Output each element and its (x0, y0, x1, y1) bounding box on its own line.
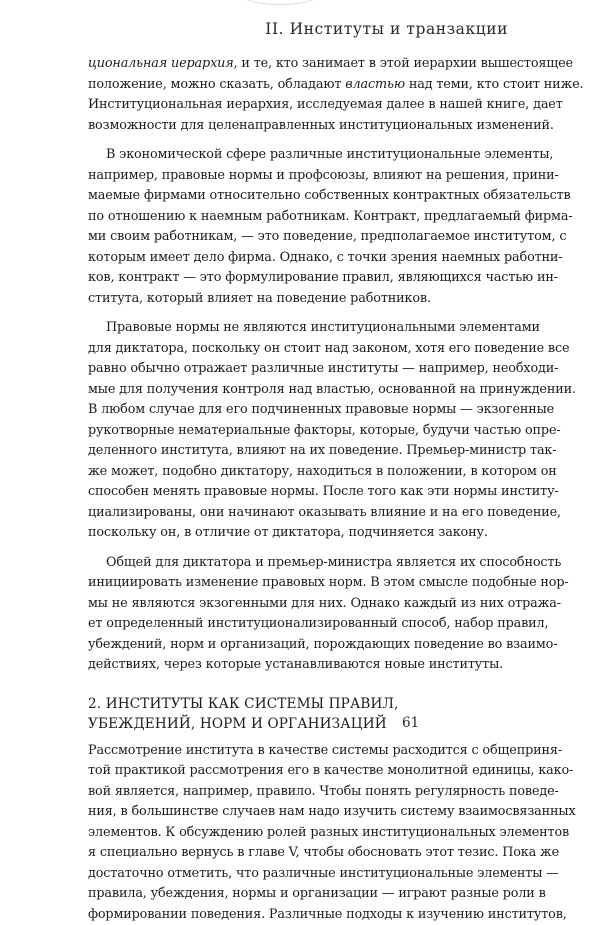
text-span: ет определенный институционализированный способ, набор правил, (88, 616, 548, 631)
text-span: , и те, кто занимает в этой иерархии вышестоящее (234, 56, 573, 71)
text-line (88, 843, 500, 864)
decorative-arc (232, 0, 328, 5)
text-line (88, 421, 500, 442)
text-line (88, 635, 500, 656)
italic-text: циональная иерархия (88, 56, 234, 71)
paragraph (88, 318, 500, 544)
text-span: поскольку он, в отличие от диктатора, подчиняется закону. (88, 525, 488, 540)
text-span: действиях, через которые устанавливаются новые институты. (88, 657, 503, 672)
text-line (88, 75, 500, 96)
text-line (88, 54, 500, 75)
page-number: 61 (402, 715, 419, 731)
text-span: например, правовые нормы и профсоюзы, влияют на решения, прини- (88, 168, 559, 183)
text-span: возможности для целенаправленных институциональных изменений. (88, 118, 554, 133)
text-line (88, 289, 500, 310)
text-span: для диктатора, поскольку он стоит над законом, хотя его поведение все (88, 341, 569, 356)
text-line (88, 400, 500, 421)
text-span: Правовые нормы не являются институциональными элементами (106, 320, 540, 335)
text-line (88, 614, 500, 635)
italic-text: властью (345, 77, 405, 92)
text-line (88, 318, 500, 339)
text-line (88, 503, 500, 524)
paragraph (88, 741, 500, 925)
text-span: же может, подобно диктатору, находиться в положении, в котором он (88, 464, 557, 479)
text-span: достаточно отметить, что различные институциональные элементы — (88, 866, 559, 881)
running-head: II. Институты и транзакции (265, 20, 508, 38)
paragraph (88, 54, 500, 136)
text-line (88, 339, 500, 360)
text-span: Общей для диктатора и премьер-министра является их способность (106, 555, 561, 570)
section-heading-line: УБЕЖДЕНИЙ, НОРМ И ОРГАНИЗАЦИЙ (88, 714, 500, 735)
text-span: ми своим работникам, — это поведение, предполагаемое институтом, с (88, 229, 566, 244)
text-span: которым имеет дело фирма. Однако, с точки зрения наемных работни- (88, 250, 562, 265)
text-span: ния, в большинстве случаев нам надо изучить систему взаимосвязанных (88, 804, 576, 819)
text-line (88, 186, 500, 207)
text-span: циализированы, они начинают оказывать влияние и на его поведение, (88, 505, 561, 520)
text-span: вой является, например, правило. Чтобы понять регулярность поведе- (88, 784, 559, 799)
text-span: той практикой рассмотрения его в качестве монолитной единицы, како- (88, 763, 573, 778)
text-span: В экономической сфере различные институциональные элементы, (106, 147, 553, 162)
text-line (88, 655, 500, 676)
text-line (88, 884, 500, 905)
section-heading-line: 2. ИНСТИТУТЫ КАК СИСТЕМЫ ПРАВИЛ, (88, 694, 500, 715)
text-line (88, 523, 500, 544)
text-line (88, 761, 500, 782)
text-line (88, 145, 500, 166)
text-span: мые для получения контроля над властью, основанной на принуждении. (88, 382, 576, 397)
text-span: по отношению к наемным работникам. Контракт, предлагаемый фирма- (88, 209, 573, 224)
text-line (88, 782, 500, 803)
text-span: равно обычно отражает различные институты — например, необходи- (88, 361, 558, 376)
paragraph (88, 145, 500, 309)
text-line (88, 207, 500, 228)
text-line (88, 441, 500, 462)
text-line (88, 116, 500, 137)
text-line (88, 905, 500, 925)
text-line (88, 864, 500, 885)
section-heading (88, 694, 500, 735)
text-span: деленного института, влияют на их поведение. Премьер-министр так- (88, 443, 556, 458)
text-span: формировании поведения. Различные подходы к изучению институтов, (88, 907, 567, 922)
text-span: положение, можно сказать, обладают (88, 77, 345, 92)
text-span: маемые фирмами относительно собственных контрактных обязательств (88, 188, 571, 203)
text-line (88, 462, 500, 483)
text-line (88, 227, 500, 248)
text-span: рукотворные нематериальные факторы, которые, будучи частью опре- (88, 423, 561, 438)
text-line (88, 268, 500, 289)
text-span: Институциональная иерархия, исследуемая далее в нашей книге, дает (88, 97, 563, 112)
text-line (88, 248, 500, 269)
text-span: инициировать изменение правовых норм. В этом смысле подобные нор- (88, 575, 569, 590)
text-span: правила, убеждения, нормы и организации — играют разные роли в (88, 886, 546, 901)
text-span: элементов. К обсуждению ролей разных институциональных элементов (88, 825, 569, 840)
text-line (88, 823, 500, 844)
text-line (88, 573, 500, 594)
text-line (88, 380, 500, 401)
text-line (88, 594, 500, 615)
text-span: способен менять правовые нормы. После того как эти нормы институ- (88, 484, 559, 499)
text-span: Рассмотрение института в качестве системы расходится с общеприня- (88, 743, 562, 758)
text-span: В любом случае для его подчиненных правовые нормы — экзогенные (88, 402, 554, 417)
text-span: убеждений, норм и организаций, порождающих поведение во взаимо- (88, 637, 557, 652)
text-line (88, 802, 500, 823)
text-span: ститута, который влияет на поведение работников. (88, 291, 431, 306)
text-span: над теми, кто стоит ниже. (405, 77, 584, 92)
text-line (88, 166, 500, 187)
text-span: мы не являются экзогенными для них. Однако каждый из них отража- (88, 596, 561, 611)
text-line (88, 553, 500, 574)
body-text (88, 54, 500, 925)
paragraph (88, 553, 500, 676)
text-line (88, 741, 500, 762)
text-span: ков, контракт — это формулирование правил, являющихся частью ин- (88, 270, 558, 285)
text-line (88, 359, 500, 380)
text-line (88, 482, 500, 503)
text-line (88, 95, 500, 116)
text-span: я специально вернусь в главе V, чтобы обосновать этот тезис. Пока же (88, 845, 559, 860)
